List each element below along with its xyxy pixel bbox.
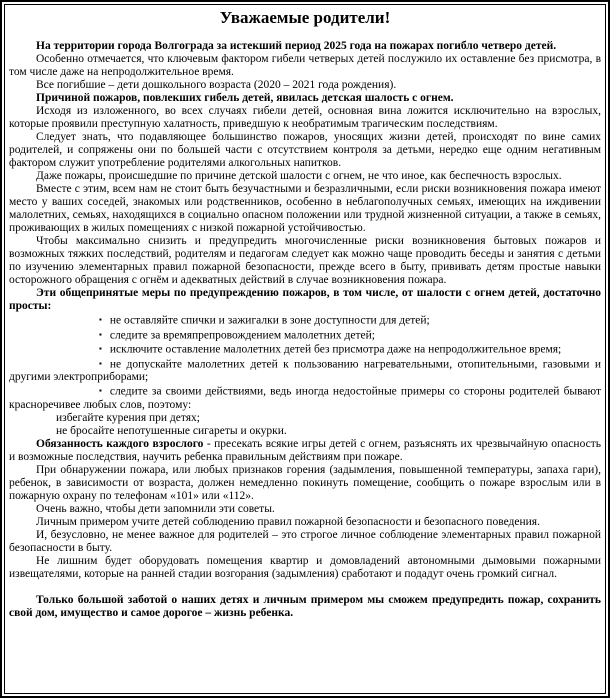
paragraph <box>9 287 601 313</box>
paragraph <box>9 503 601 516</box>
paragraph <box>9 313 601 328</box>
document-title: Уважаемые родители! <box>219 8 391 27</box>
paragraph-text: следите за своими действиями, ведь иногда недостойные примеры со стороны родителей бывают красноречивее любых слов, поэтому: <box>9 385 601 411</box>
paragraph <box>9 384 601 412</box>
paragraph <box>9 79 601 92</box>
paragraph-text: Чтобы максимально снизить и предупредить многочисленные риски возникновения бытовых пожаров и возможных тяжких последствий, родителям и педагогам следует как можно чаще проводить беседы и занятия с детьми по изучению элементарных правил пожарной безопасности, прежде всего в быту, прививать детям простые навыки осторожного обращения с огнём и адекватных действий в случае возникновения пожара. <box>9 235 601 286</box>
paragraph <box>9 53 601 79</box>
paragraph-text: Эти общепринятые меры по предупреждению пожаров, в том числе, от шалости с огнем детей, достаточно просты: <box>9 287 601 312</box>
paragraph <box>9 412 601 425</box>
paragraph <box>9 555 601 581</box>
bullet-icon: ▪ <box>99 344 102 353</box>
paragraph-text: не оставляйте спички и зажигалки в зоне доступности для детей; <box>109 314 430 327</box>
paragraph-text: Только большой заботой о наших детях и личным примером мы сможем предупредить пожар, сохранить свой дом, имущество и самое дорогое – жизнь ребенка. <box>9 593 601 619</box>
paragraph <box>9 529 601 555</box>
paragraph-text: Не лишним будет оборудовать помещения квартир и домовладений автономными дымовыми пожарными извещателями, которые на ранней стадии возгорания (задымления) сработают и подадут очень громкий сигнал. <box>9 554 601 580</box>
paragraph-text: Личным примером учите детей соблюдению правил пожарной безопасности и безопасного поведения. <box>36 515 540 528</box>
paragraph-text: Исходя из изложенного, во всех случаях гибели детей, основная вина ложится исключительно на взрослых, которые проявили преступную халатность, приведшую к необратимым трагическим последствиям. <box>9 105 601 130</box>
paragraph <box>9 594 601 620</box>
paragraph-text: Вместе с этим, всем нам не стоит быть безучастными и безразличными, если риски возникновения пожара имеют место у ваших соседей, знакомых или родственников, особенно в неблагополучных семьях, имеющих на иждивении малолетних, семьях, находящихся в социально опасном положении или трудной жизненной ситуации, а также в семьях, проживающих в жилых помещениях с низкой пожарной устойчивостью. <box>9 183 601 234</box>
paragraph <box>9 235 601 287</box>
paragraph <box>9 357 601 385</box>
paragraph <box>9 105 601 131</box>
paragraph-text: Особенно отмечается, что ключевым фактором гибели четверых детей послужило их оставление без присмотра, в том числе даже на непродолжительное время. <box>9 53 601 78</box>
paragraph-lead: Обязанность каждого взрослого <box>36 437 204 450</box>
paragraph-text: следите за времяпрепровождением малолетних детей; <box>109 329 375 341</box>
paragraph-text: При обнаружении пожара, или любых признаков горения (задымления, повышенной температуры, запаха гари), ребенок, в зависимости от возраста, должен немедленно покинуть помещение, сообщить о пожаре взрослым или в пожарную охрану по телефонам «101» или «112». <box>9 463 601 502</box>
paragraph <box>9 425 601 438</box>
paragraph-text: избегайте курения при детях; <box>56 411 200 424</box>
document-page-inner-border <box>4 4 606 694</box>
paragraph <box>9 516 601 529</box>
paragraph-text: исключите оставление малолетних детей без присмотра даже на непродолжительное время; <box>109 343 562 356</box>
paragraph-text: И, безусловно, не менее важное для родителей – это строгое личное соблюдение элементарных правил пожарной безопасности в быту. <box>9 528 601 554</box>
paragraph-text: Все погибшие – дети дошкольного возраста (2020 – 2021 года рождения). <box>36 79 397 91</box>
paragraph <box>9 438 601 464</box>
paragraph-text: не допускайте малолетних детей к пользованию нагревательными, отопительными, газовыми и другими электроприборами; <box>9 358 601 383</box>
bullet-icon: ▪ <box>99 386 102 395</box>
paragraph <box>9 131 601 170</box>
bullet-icon: ▪ <box>99 315 102 324</box>
paragraph <box>9 342 601 357</box>
bullet-icon: ▪ <box>99 329 102 339</box>
paragraph <box>9 40 601 53</box>
paragraph-text: На территории города Волгограда за истекший период 2025 года на пожарах погибло четверо детей. <box>36 40 557 52</box>
paragraph <box>9 464 601 503</box>
paragraph-text: Причиной пожаров, повлекших гибель детей, явилась детская шалость с огнем. <box>36 92 454 104</box>
paragraph-text: не бросайте непотушенные сигареты и окурки. <box>56 424 287 437</box>
paragraph <box>9 183 601 235</box>
paragraph-text: Следует знать, что подавляющее большинство пожаров, уносящих жизни детей, происходят по вине самих родителей, и сопряжены они по большей части с отсутствием контроля за детьми, нередко еще одним негативным фактором служит употребление родителями алкогольных напитков. <box>9 131 601 169</box>
paragraph <box>9 328 601 343</box>
paragraph-text: Очень важно, чтобы дети запомнили эти советы. <box>36 502 275 515</box>
paragraph-text: - пресекать всякие игры детей с огнем, разъяснять их чрезвычайную опасность и возможные последствия, научить ребенка правильным действиям при пожаре. <box>9 437 601 463</box>
document-body <box>9 40 601 620</box>
paragraph <box>9 170 601 183</box>
paragraph-text: Даже пожары, происшедшие по причине детской шалости с огнем, не что иное, как беспечность взрослых. <box>36 170 562 182</box>
paragraph <box>9 92 601 105</box>
bullet-icon: ▪ <box>99 358 102 368</box>
